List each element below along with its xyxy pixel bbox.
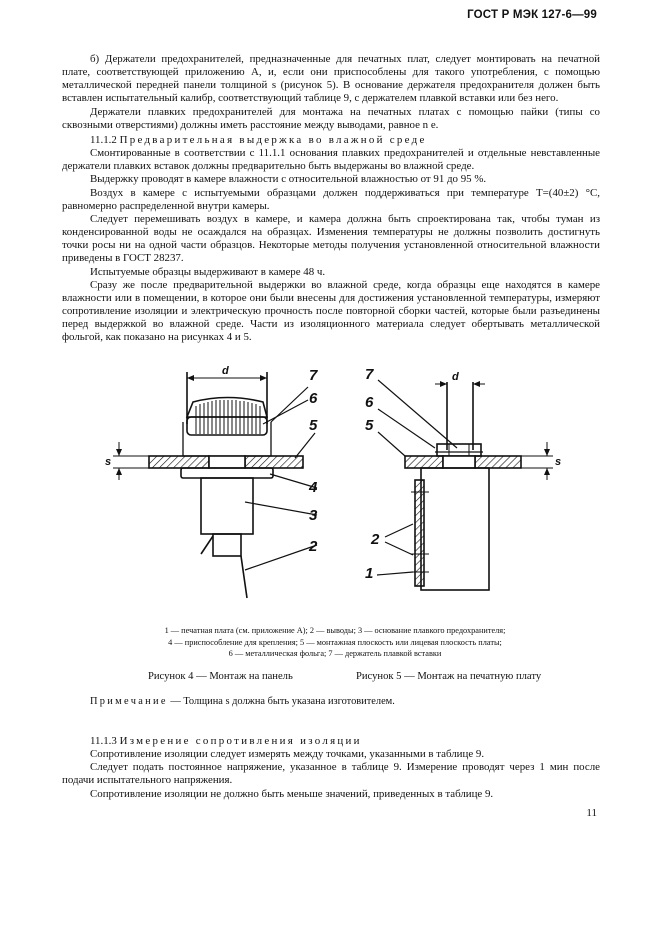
leader-lines bbox=[245, 380, 457, 575]
bottom-text bbox=[62, 733, 600, 801]
figure-4-caption: Рисунок 4 — Монтаж на панель bbox=[148, 671, 293, 682]
legend-line: 4 — приспособление для крепления; 5 — монтажная плоскость или лицевая плоскость платы; bbox=[168, 637, 502, 647]
figure-5-drawing bbox=[405, 381, 553, 590]
paragraph: Сопротивление изоляции не должно быть меньше значений, приведенных в таблице 9. bbox=[90, 787, 494, 800]
callout-7-fig4: 7 bbox=[309, 367, 318, 384]
paragraph: Следует подать постоянное напряжение, указанное в таблице 9. Измерение проводят через 1 мин после подачи испытательного напряжения. bbox=[62, 761, 600, 787]
paragraph: Смонтированные в соответствии с 11.1.1 основания плавких предохранителей и отдельные невставленные держатели плавких вставок должны предварительно быть выдержаны во влажной среде. bbox=[62, 147, 600, 173]
paragraph: б) Держатели предохранителей, предназначенные для печатных плат, следует монтировать на печатной плате, соответствующей приложению А, и, если они приспособлены для такого употребления, с помощью металлической передней панели толщиной s (рисунок 5). В основание держателя предохранителя должен быть вставлен испытательный калибр, соответствующий таблице 9, с держателем плавкой вставки или без него. bbox=[62, 53, 600, 105]
figure-legend bbox=[95, 625, 575, 660]
paragraph: Держатели плавких предохранителей для монтажа на печатных платах с помощью пайки (типы со сквозными отверстиями) должны иметь расстояние между выводами, равное n e. bbox=[62, 105, 600, 131]
label-s-fig4: s bbox=[105, 456, 112, 468]
section-number: 11.1.2 bbox=[90, 133, 117, 146]
note-label: Примечание bbox=[90, 696, 168, 707]
main-text bbox=[62, 53, 600, 344]
label-s-fig5: s bbox=[555, 456, 562, 468]
paragraph: Сразу же после предварительной выдержки во влажной среде, когда образцы еще находятся в камере влажности или в помещении, в которое они были внесены для достижения установленной температуры, измеряют сопротивление изоляции и электрическую прочность после повторной сборки частей, которые были разъединены перед выдержкой во влажной среде. Части из изоляционного материала следует обертывать металлической фольгой, как показано на рисунках 4 и 5. bbox=[62, 278, 600, 344]
section-title: Измерение сопротивления изоляции bbox=[119, 735, 362, 747]
paragraph: Сопротивление изоляции следует измерять между точками, указанными в таблице 9. bbox=[90, 748, 485, 761]
paragraph: Следует перемешивать воздух в камере, и камера должна быть спроектирована так, чтобы туман из конденсированной воды не осаждался на образцах. Изменения температуры не должны позволить достигнуть точки росы ни на одной части образцов. Некоторые методы получения установленной относительной влажности приведены в ГОСТ 28237. bbox=[62, 212, 600, 265]
page-header: ГОСТ Р МЭК 127-6—99 bbox=[467, 9, 597, 21]
callout-6-fig4: 6 bbox=[309, 390, 318, 407]
paragraph: Испытуемые образцы выдерживают в камере 48 ч. bbox=[90, 265, 326, 278]
label-d-fig4: d bbox=[222, 365, 229, 377]
callout-5-fig4: 5 bbox=[309, 417, 318, 434]
callout-1-fig5: 1 bbox=[365, 565, 374, 582]
section-heading bbox=[62, 134, 600, 147]
callout-4-fig4: 4 bbox=[309, 479, 318, 496]
callout-6-fig5: 6 bbox=[365, 394, 374, 411]
figure-4-drawing bbox=[113, 372, 303, 598]
figure-5-caption: Рисунок 5 — Монтаж на печатную плату bbox=[356, 671, 542, 682]
note-text: — Толщина s должна быть указана изготовителем. bbox=[167, 696, 395, 707]
callout-2-fig5: 2 bbox=[371, 531, 380, 548]
paragraph: Выдержку проводят в камере влажности с относительной влажностью от 91 до 95 %. bbox=[90, 173, 487, 186]
callout-2-fig4: 2 bbox=[309, 538, 318, 555]
section-title: Предварительная выдержка во влажной среде bbox=[119, 133, 427, 146]
note bbox=[90, 696, 395, 707]
section-heading bbox=[62, 735, 600, 748]
callout-3-fig4: 3 bbox=[309, 507, 318, 524]
technical-drawing bbox=[95, 362, 565, 617]
callout-7-fig5: 7 bbox=[365, 366, 374, 383]
section-number: 11.1.3 bbox=[90, 735, 117, 747]
page-number: 11 bbox=[586, 807, 597, 819]
paragraph: Воздух в камере с испытуемыми образцами должен поддерживаться при температуре T=(40±2) °C, равномерно распределенной внутри камеры. bbox=[62, 186, 600, 212]
figure-drawings bbox=[95, 362, 565, 622]
legend-line: 1 — печатная плата (см. приложение А); 2 — выводы; 3 — основание плавкого предохранителя; bbox=[164, 626, 506, 635]
legend-line: 6 — металлическая фольга; 7 — держатель плавкой вставки bbox=[228, 649, 442, 658]
label-d-fig5: d bbox=[452, 371, 459, 383]
callout-5-fig5: 5 bbox=[365, 417, 374, 434]
